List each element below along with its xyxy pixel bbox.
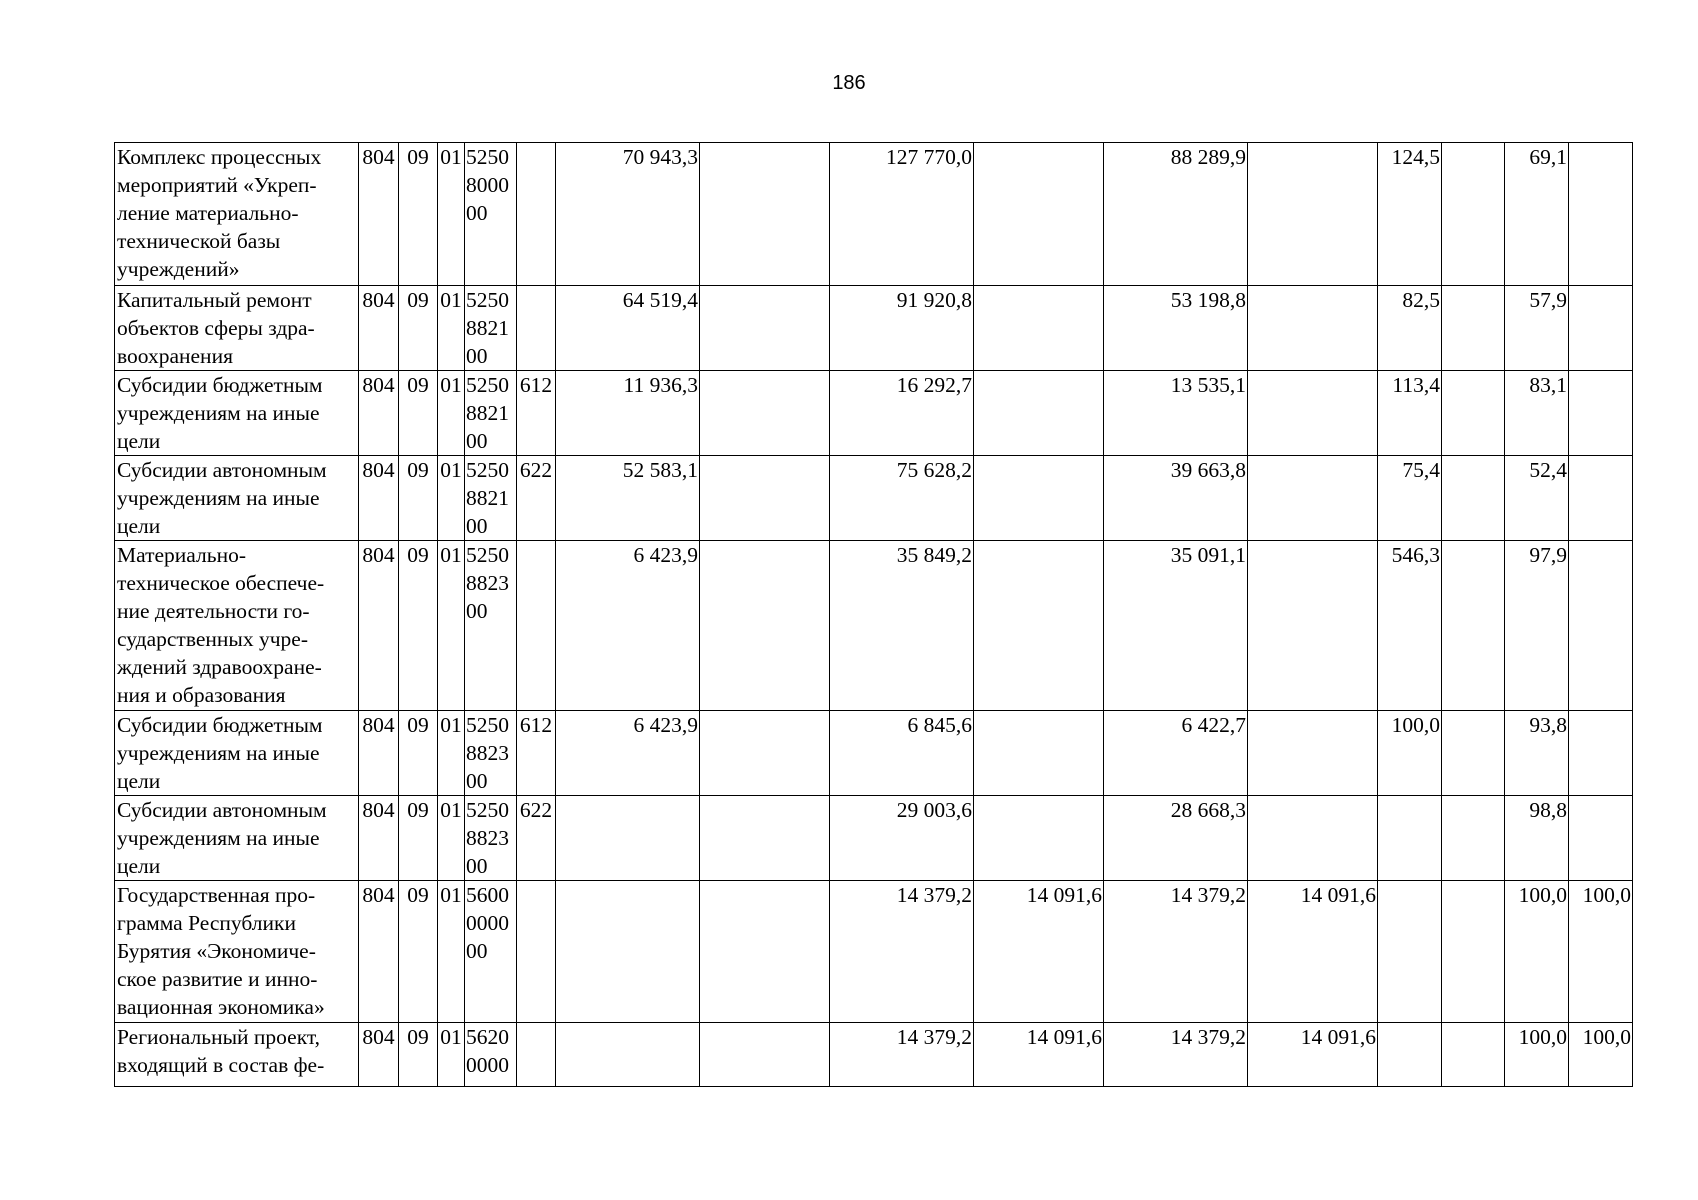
row-name: Субсидии автономным учреждениям на иные цели [115,796,359,881]
cell-value: 39 663,8 [1104,456,1248,541]
expense-type-code [517,881,556,1023]
cell-value [974,456,1104,541]
cell-value: 88 289,9 [1104,143,1248,286]
cell-percent: 82,5 [1378,286,1442,371]
cell-percent [1569,371,1633,456]
cell-value [700,456,830,541]
section-code: 09 [399,796,438,881]
cell-value [700,541,830,711]
target-article-code: 5250 8823 00 [465,796,517,881]
cell-percent [1569,456,1633,541]
table-row [115,711,1633,796]
cell-value [974,711,1104,796]
target-article-code: 5250 8823 00 [465,711,517,796]
grbs-code: 804 [359,286,399,371]
page-number: 186 [832,72,866,94]
cell-percent [1442,541,1505,711]
section-code: 09 [399,371,438,456]
expense-type-code [517,286,556,371]
grbs-code: 804 [359,796,399,881]
table-row [115,541,1633,711]
row-name: Субсидии автономным учреждениям на иные цели [115,456,359,541]
cell-value [700,711,830,796]
cell-value: 14 091,6 [974,881,1104,1023]
cell-value: 6 423,9 [556,541,700,711]
row-name: Государственная про- грамма Республики Бурятия «Экономиче- ское развитие и инно- вационная экономика» [115,881,359,1023]
expense-type-code [517,541,556,711]
subsection-code: 01 [438,711,465,796]
cell-value [700,286,830,371]
target-article-code: 5620 0000 [465,1023,517,1087]
cell-percent [1442,456,1505,541]
grbs-code: 804 [359,711,399,796]
cell-value [1248,711,1378,796]
expense-type-code: 612 [517,371,556,456]
table-row [115,143,1633,286]
cell-value [1248,371,1378,456]
table-body [115,143,1633,1087]
cell-percent: 124,5 [1378,143,1442,286]
section-code: 09 [399,711,438,796]
cell-percent [1442,143,1505,286]
target-article-code: 5250 8000 00 [465,143,517,286]
cell-percent: 113,4 [1378,371,1442,456]
subsection-code: 01 [438,143,465,286]
grbs-code: 804 [359,371,399,456]
expense-type-code: 612 [517,711,556,796]
cell-percent: 52,4 [1505,456,1569,541]
cell-value: 6 845,6 [830,711,974,796]
cell-value [700,1023,830,1087]
cell-percent: 69,1 [1505,143,1569,286]
cell-percent [1442,796,1505,881]
subsection-code: 01 [438,371,465,456]
cell-percent [1442,286,1505,371]
cell-percent [1569,711,1633,796]
subsection-code: 01 [438,881,465,1023]
table-row [115,286,1633,371]
cell-value: 52 583,1 [556,456,700,541]
cell-value [974,286,1104,371]
section-code: 09 [399,286,438,371]
grbs-code: 804 [359,881,399,1023]
row-name: Региональный проект, входящий в состав фе- [115,1023,359,1087]
cell-value: 53 198,8 [1104,286,1248,371]
cell-value: 14 091,6 [1248,1023,1378,1087]
section-code: 09 [399,541,438,711]
row-name: Субсидии бюджетным учреждениям на иные цели [115,371,359,456]
cell-value: 14 091,6 [974,1023,1104,1087]
cell-percent: 97,9 [1505,541,1569,711]
cell-percent: 75,4 [1378,456,1442,541]
section-code: 09 [399,1023,438,1087]
expense-type-code: 622 [517,796,556,881]
cell-value [1248,541,1378,711]
cell-value: 28 668,3 [1104,796,1248,881]
subsection-code: 01 [438,796,465,881]
subsection-code: 01 [438,286,465,371]
subsection-code: 01 [438,456,465,541]
grbs-code: 804 [359,1023,399,1087]
cell-percent [1378,796,1442,881]
cell-value: 35 849,2 [830,541,974,711]
cell-value: 16 292,7 [830,371,974,456]
cell-value: 14 379,2 [1104,1023,1248,1087]
cell-value [974,143,1104,286]
cell-percent: 100,0 [1378,711,1442,796]
cell-value: 29 003,6 [830,796,974,881]
cell-value: 70 943,3 [556,143,700,286]
expense-type-code [517,1023,556,1087]
cell-percent [1442,371,1505,456]
cell-value [974,371,1104,456]
target-article-code: 5250 8821 00 [465,456,517,541]
cell-value [1248,796,1378,881]
cell-value [700,143,830,286]
cell-percent [1569,286,1633,371]
cell-value: 14 379,2 [830,1023,974,1087]
grbs-code: 804 [359,541,399,711]
cell-value: 13 535,1 [1104,371,1248,456]
budget-table [114,142,1633,1087]
section-code: 09 [399,881,438,1023]
cell-percent: 83,1 [1505,371,1569,456]
cell-value [974,796,1104,881]
cell-percent [1569,541,1633,711]
expense-type-code [517,143,556,286]
cell-value [556,796,700,881]
grbs-code: 804 [359,456,399,541]
table-row [115,796,1633,881]
cell-value [556,881,700,1023]
cell-value: 35 091,1 [1104,541,1248,711]
cell-percent: 100,0 [1569,881,1633,1023]
cell-percent: 546,3 [1378,541,1442,711]
cell-percent [1442,881,1505,1023]
cell-value: 64 519,4 [556,286,700,371]
cell-percent: 100,0 [1505,881,1569,1023]
row-name: Комплекс процессных мероприятий «Укреп- ление материально- технической базы учреждений» [115,143,359,286]
cell-value [1248,286,1378,371]
cell-percent [1569,796,1633,881]
cell-value [556,1023,700,1087]
target-article-code: 5250 8823 00 [465,541,517,711]
cell-percent [1442,1023,1505,1087]
cell-value: 6 422,7 [1104,711,1248,796]
row-name: Материально- техническое обеспече- ние деятельности го- сударственных учре- ждений здравоохране- ния и образования [115,541,359,711]
cell-percent [1569,143,1633,286]
cell-value [700,371,830,456]
grbs-code: 804 [359,143,399,286]
table-row [115,371,1633,456]
cell-value: 14 091,6 [1248,881,1378,1023]
table-row [115,1023,1633,1087]
cell-value: 14 379,2 [1104,881,1248,1023]
cell-value: 14 379,2 [830,881,974,1023]
cell-value: 127 770,0 [830,143,974,286]
cell-value [1248,456,1378,541]
cell-percent: 100,0 [1569,1023,1633,1087]
cell-value: 11 936,3 [556,371,700,456]
target-article-code: 5250 8821 00 [465,286,517,371]
cell-value: 91 920,8 [830,286,974,371]
target-article-code: 5600 0000 00 [465,881,517,1023]
table-row [115,456,1633,541]
row-name: Капитальный ремонт объектов сферы здра- воохранения [115,286,359,371]
cell-value [700,796,830,881]
row-name: Субсидии бюджетным учреждениям на иные цели [115,711,359,796]
cell-value [974,541,1104,711]
cell-percent [1378,1023,1442,1087]
cell-percent: 98,8 [1505,796,1569,881]
subsection-code: 01 [438,1023,465,1087]
cell-percent [1378,881,1442,1023]
target-article-code: 5250 8821 00 [465,371,517,456]
cell-percent [1442,711,1505,796]
cell-value: 6 423,9 [556,711,700,796]
cell-value: 75 628,2 [830,456,974,541]
cell-value [700,881,830,1023]
cell-value [1248,143,1378,286]
section-code: 09 [399,456,438,541]
expense-type-code: 622 [517,456,556,541]
section-code: 09 [399,143,438,286]
subsection-code: 01 [438,541,465,711]
cell-percent: 57,9 [1505,286,1569,371]
cell-percent: 100,0 [1505,1023,1569,1087]
table-row [115,881,1633,1023]
cell-percent: 93,8 [1505,711,1569,796]
